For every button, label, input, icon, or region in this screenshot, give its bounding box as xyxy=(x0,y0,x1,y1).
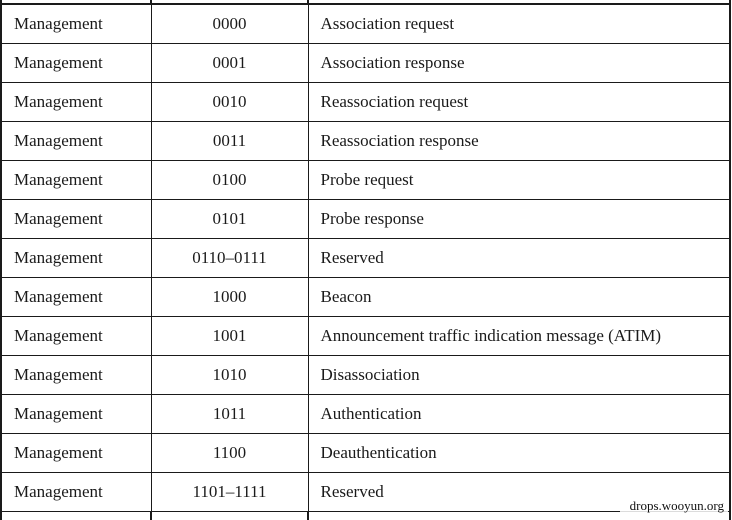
cell-type: Management xyxy=(1,395,151,434)
cell-description: Association request xyxy=(308,4,730,44)
cell-description: Authentication xyxy=(308,395,730,434)
cell-subtype: 0000 xyxy=(151,4,308,44)
cell-subtype: 1001 xyxy=(151,317,308,356)
cell-subtype: 1011 xyxy=(151,395,308,434)
cell-type: Management xyxy=(1,434,151,473)
cell-type: Management xyxy=(1,161,151,200)
cell-subtype: 0011 xyxy=(151,122,308,161)
cell-type: Management xyxy=(1,4,151,44)
table-row xyxy=(1,83,730,122)
table-row xyxy=(1,4,730,44)
table-row xyxy=(1,44,730,83)
cell-description: Disassociation xyxy=(308,356,730,395)
table-row xyxy=(1,122,730,161)
watermark-text: drops.wooyun.org xyxy=(620,498,728,514)
cell-type: Management xyxy=(1,200,151,239)
cell-description: Deauthentication xyxy=(308,434,730,473)
cell-type: Management xyxy=(1,83,151,122)
table-row xyxy=(1,200,730,239)
table-row xyxy=(1,161,730,200)
cell-description: Reserved xyxy=(308,239,730,278)
cell-description: Reassociation request xyxy=(308,83,730,122)
table-row xyxy=(1,278,730,317)
cell-subtype: 0100 xyxy=(151,161,308,200)
cell-type: Management xyxy=(1,44,151,83)
cell-subtype: 1000 xyxy=(151,278,308,317)
cell-subtype: 0001 xyxy=(151,44,308,83)
cell-description: Reserved xyxy=(308,473,730,512)
cell-type: Management xyxy=(1,239,151,278)
cell-description: Association response xyxy=(308,44,730,83)
table-row xyxy=(1,395,730,434)
cell-subtype: 0101 xyxy=(151,200,308,239)
cell-subtype: 0110–0111 xyxy=(151,239,308,278)
table-row xyxy=(1,239,730,278)
cell-type: Management xyxy=(1,122,151,161)
cell-type: Management xyxy=(1,317,151,356)
cell-description: Reassociation response xyxy=(308,122,730,161)
cell-description: Announcement traffic indication message (ATIM) xyxy=(308,317,730,356)
cell-subtype: 1101–1111 xyxy=(151,473,308,512)
cell-type: Management xyxy=(1,356,151,395)
cell-subtype: 1100 xyxy=(151,434,308,473)
cell-subtype: 0010 xyxy=(151,83,308,122)
table-row xyxy=(1,356,730,395)
cell-description: Probe request xyxy=(308,161,730,200)
cell-type: Management xyxy=(1,278,151,317)
table-row xyxy=(1,434,730,473)
cell-subtype: 1010 xyxy=(151,356,308,395)
cell-type: Management xyxy=(1,473,151,512)
cell-description: Probe response xyxy=(308,200,730,239)
table-row xyxy=(1,317,730,356)
cell-description: Beacon xyxy=(308,278,730,317)
